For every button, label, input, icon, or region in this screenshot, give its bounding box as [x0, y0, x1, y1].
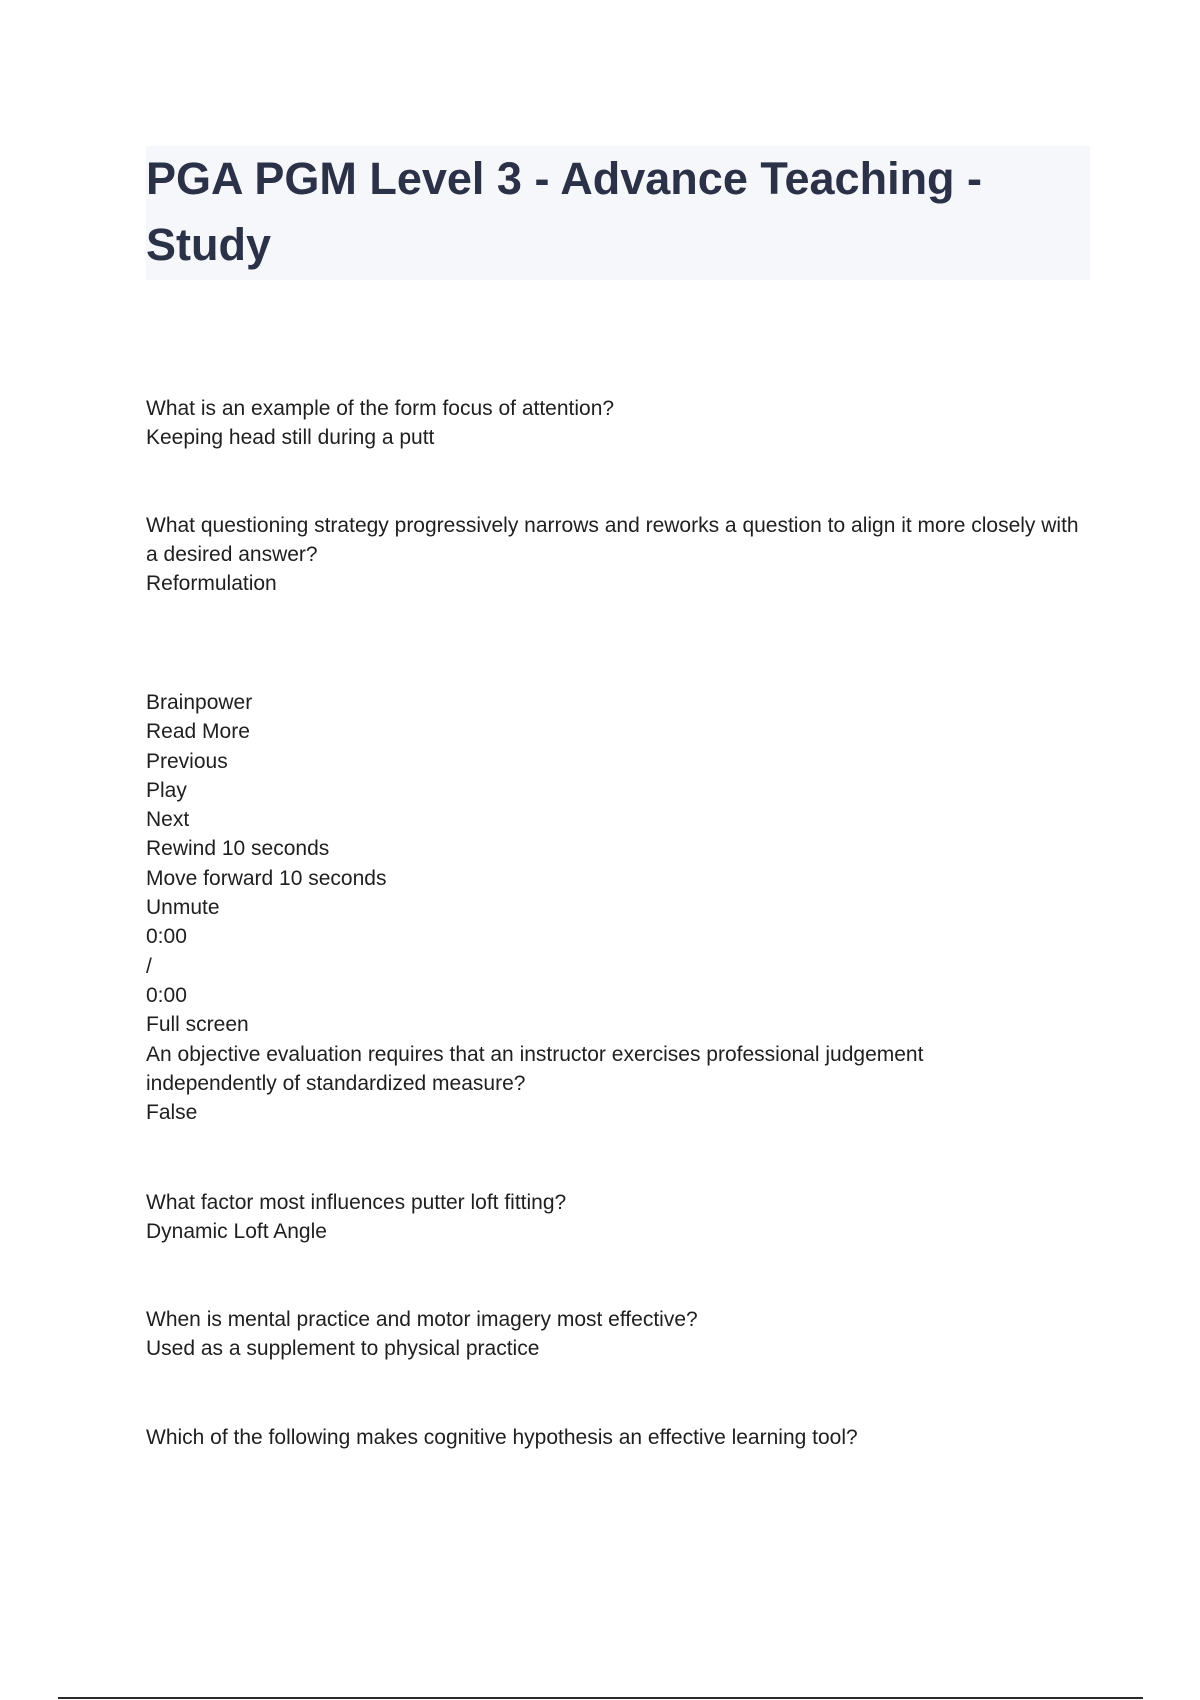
question-text: What is an example of the form focus of attention?: [146, 397, 615, 420]
answer-text: Reformulation: [146, 572, 277, 595]
question-text: An objective evaluation requires that an instructor exercises professional judgement independently of standardized measure?: [146, 1042, 924, 1095]
duration-time: 0:00: [146, 983, 187, 1007]
question-text: What questioning strategy progressively narrows and reworks a question to align it more closely with a desired answer?: [146, 514, 1079, 566]
qa-item: [146, 1305, 1096, 1363]
unmute-button[interactable]: Unmute: [146, 896, 220, 920]
answer-text: Keeping head still during a putt: [146, 426, 435, 449]
media-player: [146, 688, 1096, 1127]
question-text: What factor most influences putter loft fitting?: [146, 1191, 567, 1214]
qa-item: [146, 394, 1096, 452]
answer-text: False: [146, 1100, 198, 1124]
read-more-link[interactable]: Read More: [146, 720, 250, 744]
page-divider: [58, 1697, 1143, 1699]
qa-item: [146, 511, 1096, 598]
rewind-button[interactable]: Rewind 10 seconds: [146, 837, 330, 861]
qa-item: [146, 1423, 1096, 1452]
play-button[interactable]: Play: [146, 778, 187, 802]
answer-text: Dynamic Loft Angle: [146, 1220, 327, 1243]
answer-text: Used as a supplement to physical practice: [146, 1337, 540, 1360]
time-separator: /: [146, 954, 152, 978]
question-text: Which of the following makes cognitive hypothesis an effective learning tool?: [146, 1426, 858, 1449]
next-button[interactable]: Next: [146, 808, 190, 832]
brainpower-label: Brainpower: [146, 691, 253, 714]
title-banner: [146, 146, 1090, 280]
question-text: When is mental practice and motor imagery most effective?: [146, 1308, 698, 1331]
previous-button[interactable]: Previous: [146, 749, 228, 773]
current-time: 0:00: [146, 925, 187, 949]
page-title: PGA PGM Level 3 - Advance Teaching - Study: [146, 153, 983, 270]
forward-button[interactable]: Move forward 10 seconds: [146, 866, 387, 890]
fullscreen-button[interactable]: Full screen: [146, 1013, 249, 1037]
qa-item: [146, 1188, 1096, 1246]
